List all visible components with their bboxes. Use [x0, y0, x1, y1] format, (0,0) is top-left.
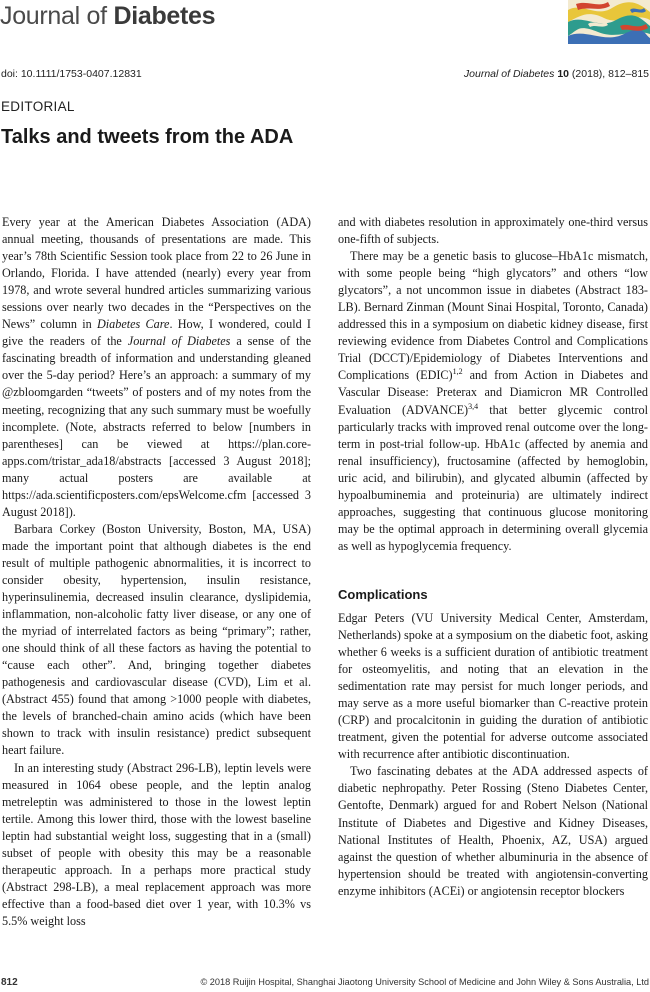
- citation-superscript-1: 1,2: [452, 367, 463, 377]
- doi: doi: 10.1111/1753-0407.12831: [1, 68, 142, 80]
- paragraph-intro-text-2: . How, I wondered, could I give the readers of the: [2, 317, 311, 349]
- paragraph-continued: and with diabetes resolution in approximately one-third versus one-fifth of subjects.: [338, 215, 648, 247]
- page-footer: [0, 977, 650, 991]
- journal-logo-bold: Diabetes: [113, 2, 216, 30]
- heading-complications: Complications: [338, 586, 428, 602]
- copyright-notice: © 2018 Ruijin Hospital, Shanghai Jiaotong University School of Medicine and John Wiley & Sons Australia, Ltd: [200, 977, 649, 987]
- citation-volume: 10: [557, 68, 570, 80]
- paragraph-intro-text-3: a sense of the fascinating breadth of information and understanding gleaned over the 5-day period? Here’s an approach: a summary of my @zbloomgarden “tweets” of posters and of my notes from the meeting, recognizing that any such summary must be woefully incomplete. (Note, abstracts referred to below [numbers in parentheses] can be viewed at https://plan.core-apps.com/tristar_ada18/abstracts [accessed 3 August 2018]; many actual posters are available at https://ada.scientificposters.com/epsWelcome.cfm [accessed 3 August 2018]).: [2, 334, 311, 519]
- left-column: [2, 214, 311, 930]
- paragraph-intro-italic-2: Journal of Diabetes: [127, 334, 231, 349]
- journal-header: [0, 0, 650, 46]
- journal-logo: [0, 2, 215, 31]
- paragraph-debates: Two fascinating debates at the ADA addressed aspects of diabetic nephropathy. Peter Rossing (Steno Diabetes Center, Gentofte, Denmark) argued for and Robert Nelson (National Institute of Diabetes and Digestive and Kidney Diseases, National Institutes of Health, Phoenix, AZ, USA) argued against the question of whether albuminuria in the absence of hypertension should be treated with angiotensin-converting enzyme inhibitors (ACEi) or angiotensin receptor blockers: [338, 764, 648, 898]
- citation: [464, 68, 649, 80]
- citation-superscript-2: 3,4: [468, 401, 479, 411]
- paragraph-leptin: In an interesting study (Abstract 296-LB), leptin levels were measured in 1064 obese people, and the leptin analog metreleptin was administered to those in the lowest leptin tertile. Among this lower third, those with the lowest baseline leptin had substantial weight loss, suggesting that in a (small) subset of people with obesity this may be a reasonable therapeutic approach. In a perhaps more practical study (Abstract 298-LB), a meal replacement approach was more effective than a food-based diet over 1 year, with 10.3% vs 5.5% weight loss: [2, 760, 311, 928]
- paragraph-glycators-text-2: and from Action in Diabetes and Vascular Disease: Preterax and Diamicron MR Controlled Evaluation (ADVANCE): [338, 368, 649, 417]
- page-number: 812: [1, 977, 18, 988]
- journal-cover-banner: [568, 0, 650, 44]
- section-label: EDITORIAL: [1, 99, 75, 114]
- paragraph-intro: [2, 214, 311, 521]
- paragraph-peters: Edgar Peters (VU University Medical Center, Amsterdam, Netherlands) spoke at a symposium on the diabetic foot, asking whether 6 weeks is a sufficient duration of antibiotic treatment for osteomyelitis, and noting that an elevation in the sedimentation rate may persist for much longer periods, and may serve as a more useful biomarker than C-reactive protein (CRP) and procalcitonin in guiding the duration of antibiotic treatment, given the potential for adverse outcome associated with recurrence after antibiotic discontinuation.: [338, 610, 648, 762]
- article-title: Talks and tweets from the ADA: [1, 126, 294, 148]
- journal-logo-prefix: Journal of: [0, 2, 114, 30]
- paragraph-glycators-text-1: There may be a genetic basis to glucose–HbA1c mismatch, with some people being “high glycators” and others “low glycators”, a not uncommon issue in diabetes (Abstract 183-LB). Bernard Zinman (Mount Sinai Hospital, Toronto, Canada) addressed this in a symposium on diabetic kidney disease, first reviewing evidence from Diabetes Control and Complications Trial (DCCT)/Epidemiology of Diabetes Interventions and Complications (EDIC): [338, 249, 648, 383]
- paragraph-glycators: [338, 248, 648, 555]
- paragraph-intro-italic-1: Diabetes Care: [96, 317, 170, 332]
- citation-year-pages: (2018), 812–815: [569, 68, 649, 80]
- citation-journal: Journal of Diabetes: [463, 68, 555, 80]
- paragraph-intro-text-1: Every year at the American Diabetes Association (ADA) annual meeting, thousands of presentations are made. This year’s 78th Scientific Session took place from 22 to 26 June in Orlando, Florida. I have attended (nearly) every year from 1978, and wrote several hundred articles summarizing various sessions over nearly two decades in the “Perspectives on the News” column in: [2, 215, 311, 332]
- paragraph-corkey: Barbara Corkey (Boston University, Boston, MA, USA) made the important point that although diabetes is the end result of multiple pathogenic abnormalities, it is incorrect to consider obesity, hypertension, insulin resistance, hyperinsulinemia, decreased insulin clearance, dyslipidemia, inflammation, non-alcoholic fatty liver disease, or any one of the myriad of interrelated factors as being “primary”; rather, one should think of all these factors as having the potential to “cause each other”. And, bringing together diabetes pathogenesis and cardiovascular disease (CVD), Lim et al. (Abstract 455) found that among >1000 people with diabetes, the levels of branched-chain amino acids (which have been shown to track with insulin resistance) predict subsequent heart failure.: [2, 521, 311, 758]
- paragraph-glycators-text-3: that better glycemic control particularly tracks with improved renal outcome over the long-term in post-trial follow-up. HbA1c (affected by anemia and renal insufficiency), fructosamine (affected by hemoglobin, uric acid, and bilirubin), and glycated albumin (affected by hypoalbuminemia and proteinuria) are ultimately indirect approaches, suggesting that continuous glucose monitoring may be the optimal approach in determining overall glycemia as well as hypoglycemia frequency.: [338, 402, 648, 553]
- right-column: [338, 214, 648, 900]
